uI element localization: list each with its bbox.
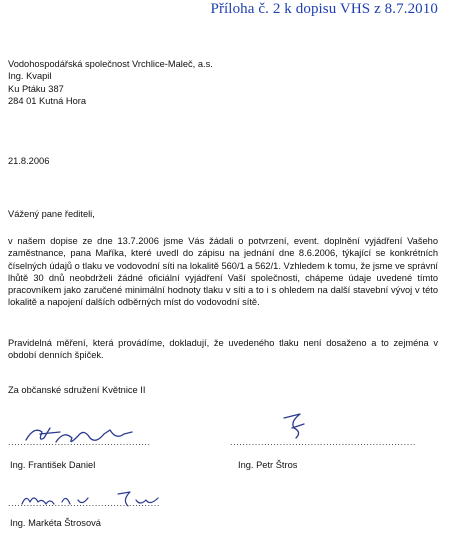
letter-date: 21.8.2006 — [8, 156, 50, 166]
addressee-block — [8, 58, 213, 107]
addressee-company: Vodohospodářská společnost Vrchlice-Maleč, a.s. — [8, 59, 213, 69]
annex-header-note: Příloha č. 2 k dopisu VHS z 8.7.2010 — [210, 1, 438, 17]
signatory-name-stros: Ing. Petr Štros — [238, 460, 298, 470]
signature-line-stros: ............................................................ — [230, 437, 417, 447]
body-paragraph-2: Pravidelná měření, která provádíme, dokladují, že uvedeného tlaku není dosaženo a to zejména v období denních špiček. — [8, 338, 438, 361]
addressee-person: Ing. Kvapil — [8, 71, 52, 82]
addressee-street: Ku Ptáku 387 — [8, 83, 64, 94]
signature-line-strosova: ................................................. — [8, 498, 160, 508]
body-paragraph-1: v našem dopise ze dne 13.7.2006 jsme Vás žádali o potvrzení, event. doplnění vyjádření Vašeho zaměstnance, pana Maříka, které uvedl do zápisu na jednání dne 8.6.2006, týkající se konkrétních číselných údajů o tlaku ve vodovodní síti na lokalitě 560/1 a 562/1. Vzhledem k tomu, že jsme ve správní lhůtě 30 dnů neobdrželi žádné oficiální vyjádření Vaší společnosti, chápeme údaje uvedené tímto pracovníkem jako zaručené minimální hodnoty tlaku v síti a to i s ohledem na další stavební vývoj v této lokalitě a napojení dalších odběrných míst do vodovodní sítě. — [8, 236, 438, 308]
signature-line-daniel: .............................................. — [8, 437, 151, 447]
closing-line: Za občanské sdružení Květnice II — [8, 385, 146, 395]
signatory-name-strosova: Ing. Markéta Štrosová — [10, 518, 101, 528]
addressee-city: 284 01 Kutná Hora — [8, 95, 87, 106]
salutation: Vážený pane řediteli, — [8, 209, 95, 219]
signatory-name-daniel: Ing. František Daniel — [10, 460, 96, 470]
